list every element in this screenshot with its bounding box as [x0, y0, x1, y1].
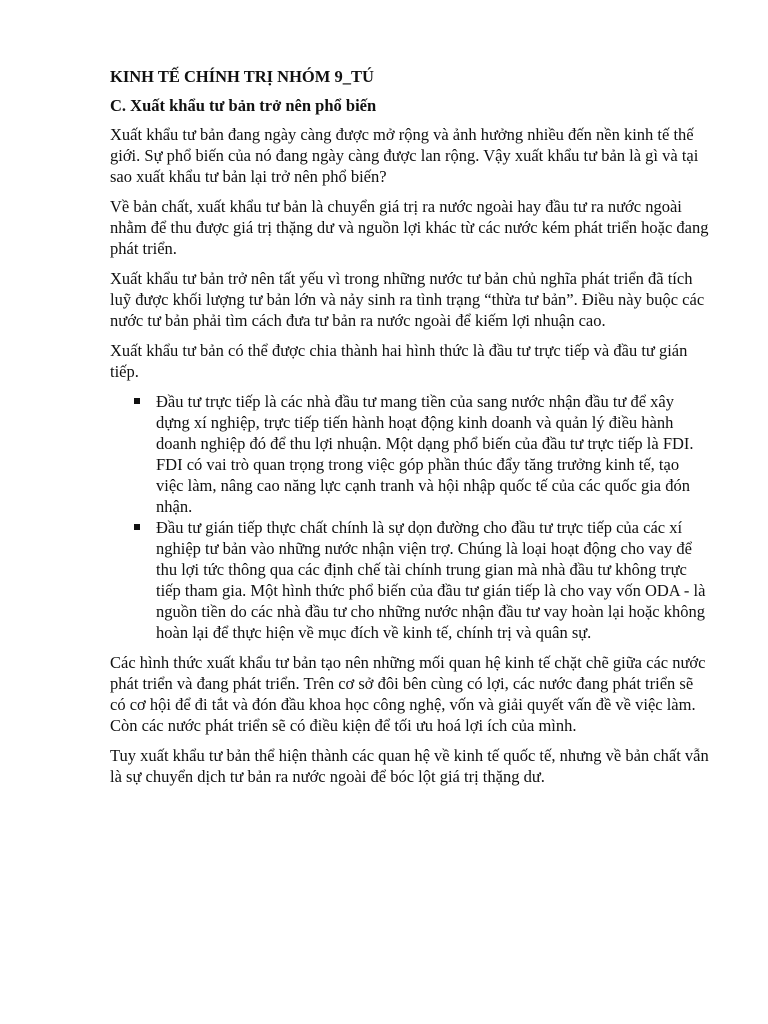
bullet-list — [110, 391, 710, 643]
list-item — [110, 517, 710, 643]
paragraph-definition: Về bản chất, xuất khẩu tư bản là chuyển giá trị ra nước ngoài hay đầu tư ra nước ngoài nhằm để thu được giá trị thặng dư và nguồn lợi khác từ các nước kém phát triển hoặc đang phát triển. — [110, 197, 709, 258]
list-item — [110, 391, 710, 517]
paragraph-forms: Xuất khẩu tư bản có thể được chia thành hai hình thức là đầu tư trực tiếp và đầu tư gián tiếp. — [110, 341, 688, 381]
bullet-text-direct-investment: Đầu tư trực tiếp là các nhà đầu tư mang tiền của sang nước nhận đầu tư để xây dựng xí nghiệp, trực tiếp tiến hành hoạt động kinh doanh và quản lý điều hành doanh nghiệp đó để thu lợi nhuận. Một dạng phổ biến của đầu tư trực tiếp là FDI. FDI có vai trò quan trọng trong việc góp phần thúc đẩy tăng trưởng kinh tế, tạo việc làm, nâng cao năng lực cạnh tranh và hội nhập quốc tế của các quốc gia đón nhận. — [156, 392, 694, 516]
paragraph-intro: Xuất khẩu tư bản đang ngày càng được mở rộng và ảnh hưởng nhiều đến nền kinh tế thế giới. Sự phổ biến của nó đang ngày càng được lan rộng. Vậy xuất khẩu tư bản là gì và tại sao xuất khẩu tư bản lại trở nên phổ biến? — [110, 125, 699, 186]
bullet-text-indirect-investment: Đầu tư gián tiếp thực chất chính là sự dọn đường cho đầu tư trực tiếp của các xí nghiệp tư bản vào những nước nhận viện trợ. Chúng là loại hoạt động cho vay để thu lợi tức thông qua các định chế tài chính trung gian mà nhà đầu tư không trực tiếp tham gia. Một hình thức phổ biến của đầu tư gián tiếp là cho vay vốn ODA - là nguồn tiền do các nhà đầu tư cho những nước nhận đầu tư vay hoàn lại hoặc không hoàn lại để thực hiện về mục đích về kinh tế, chính trị và quân sự. — [156, 518, 706, 642]
square-bullet-icon — [134, 398, 140, 404]
square-bullet-icon — [134, 524, 140, 530]
paragraph-necessity: Xuất khẩu tư bản trở nên tất yếu vì trong những nước tư bản chủ nghĩa phát triển đã tích luỹ được khối lượng tư bản lớn và nảy sinh ra tình trạng “thừa tư bản”. Điều này buộc các nước tư bản phải tìm cách đưa tư bản ra nước ngoài để kiếm lợi nhuận cao. — [110, 269, 705, 330]
document-title: KINH TẾ CHÍNH TRỊ NHÓM 9_TÚ — [110, 67, 374, 86]
document-page — [110, 66, 710, 796]
section-heading: C. Xuất khẩu tư bản trở nên phổ biến — [110, 96, 377, 115]
paragraph-relations: Các hình thức xuất khẩu tư bản tạo nên những mối quan hệ kinh tế chặt chẽ giữa các nước phát triển và đang phát triển. Trên cơ sở đôi bên cùng có lợi, các nước đang phát triển sẽ có cơ hội để đi tắt và đón đầu khoa học công nghệ, vốn và giải quyết vấn đề về việc làm. Còn các nước phát triển sẽ có điều kiện để tối ưu hoá lợi ích của mình. — [110, 653, 706, 735]
paragraph-conclusion: Tuy xuất khẩu tư bản thể hiện thành các quan hệ về kinh tế quốc tế, nhưng về bản chất vẫn là sự chuyển dịch tư bản ra nước ngoài để bóc lột giá trị thặng dư. — [110, 746, 709, 786]
